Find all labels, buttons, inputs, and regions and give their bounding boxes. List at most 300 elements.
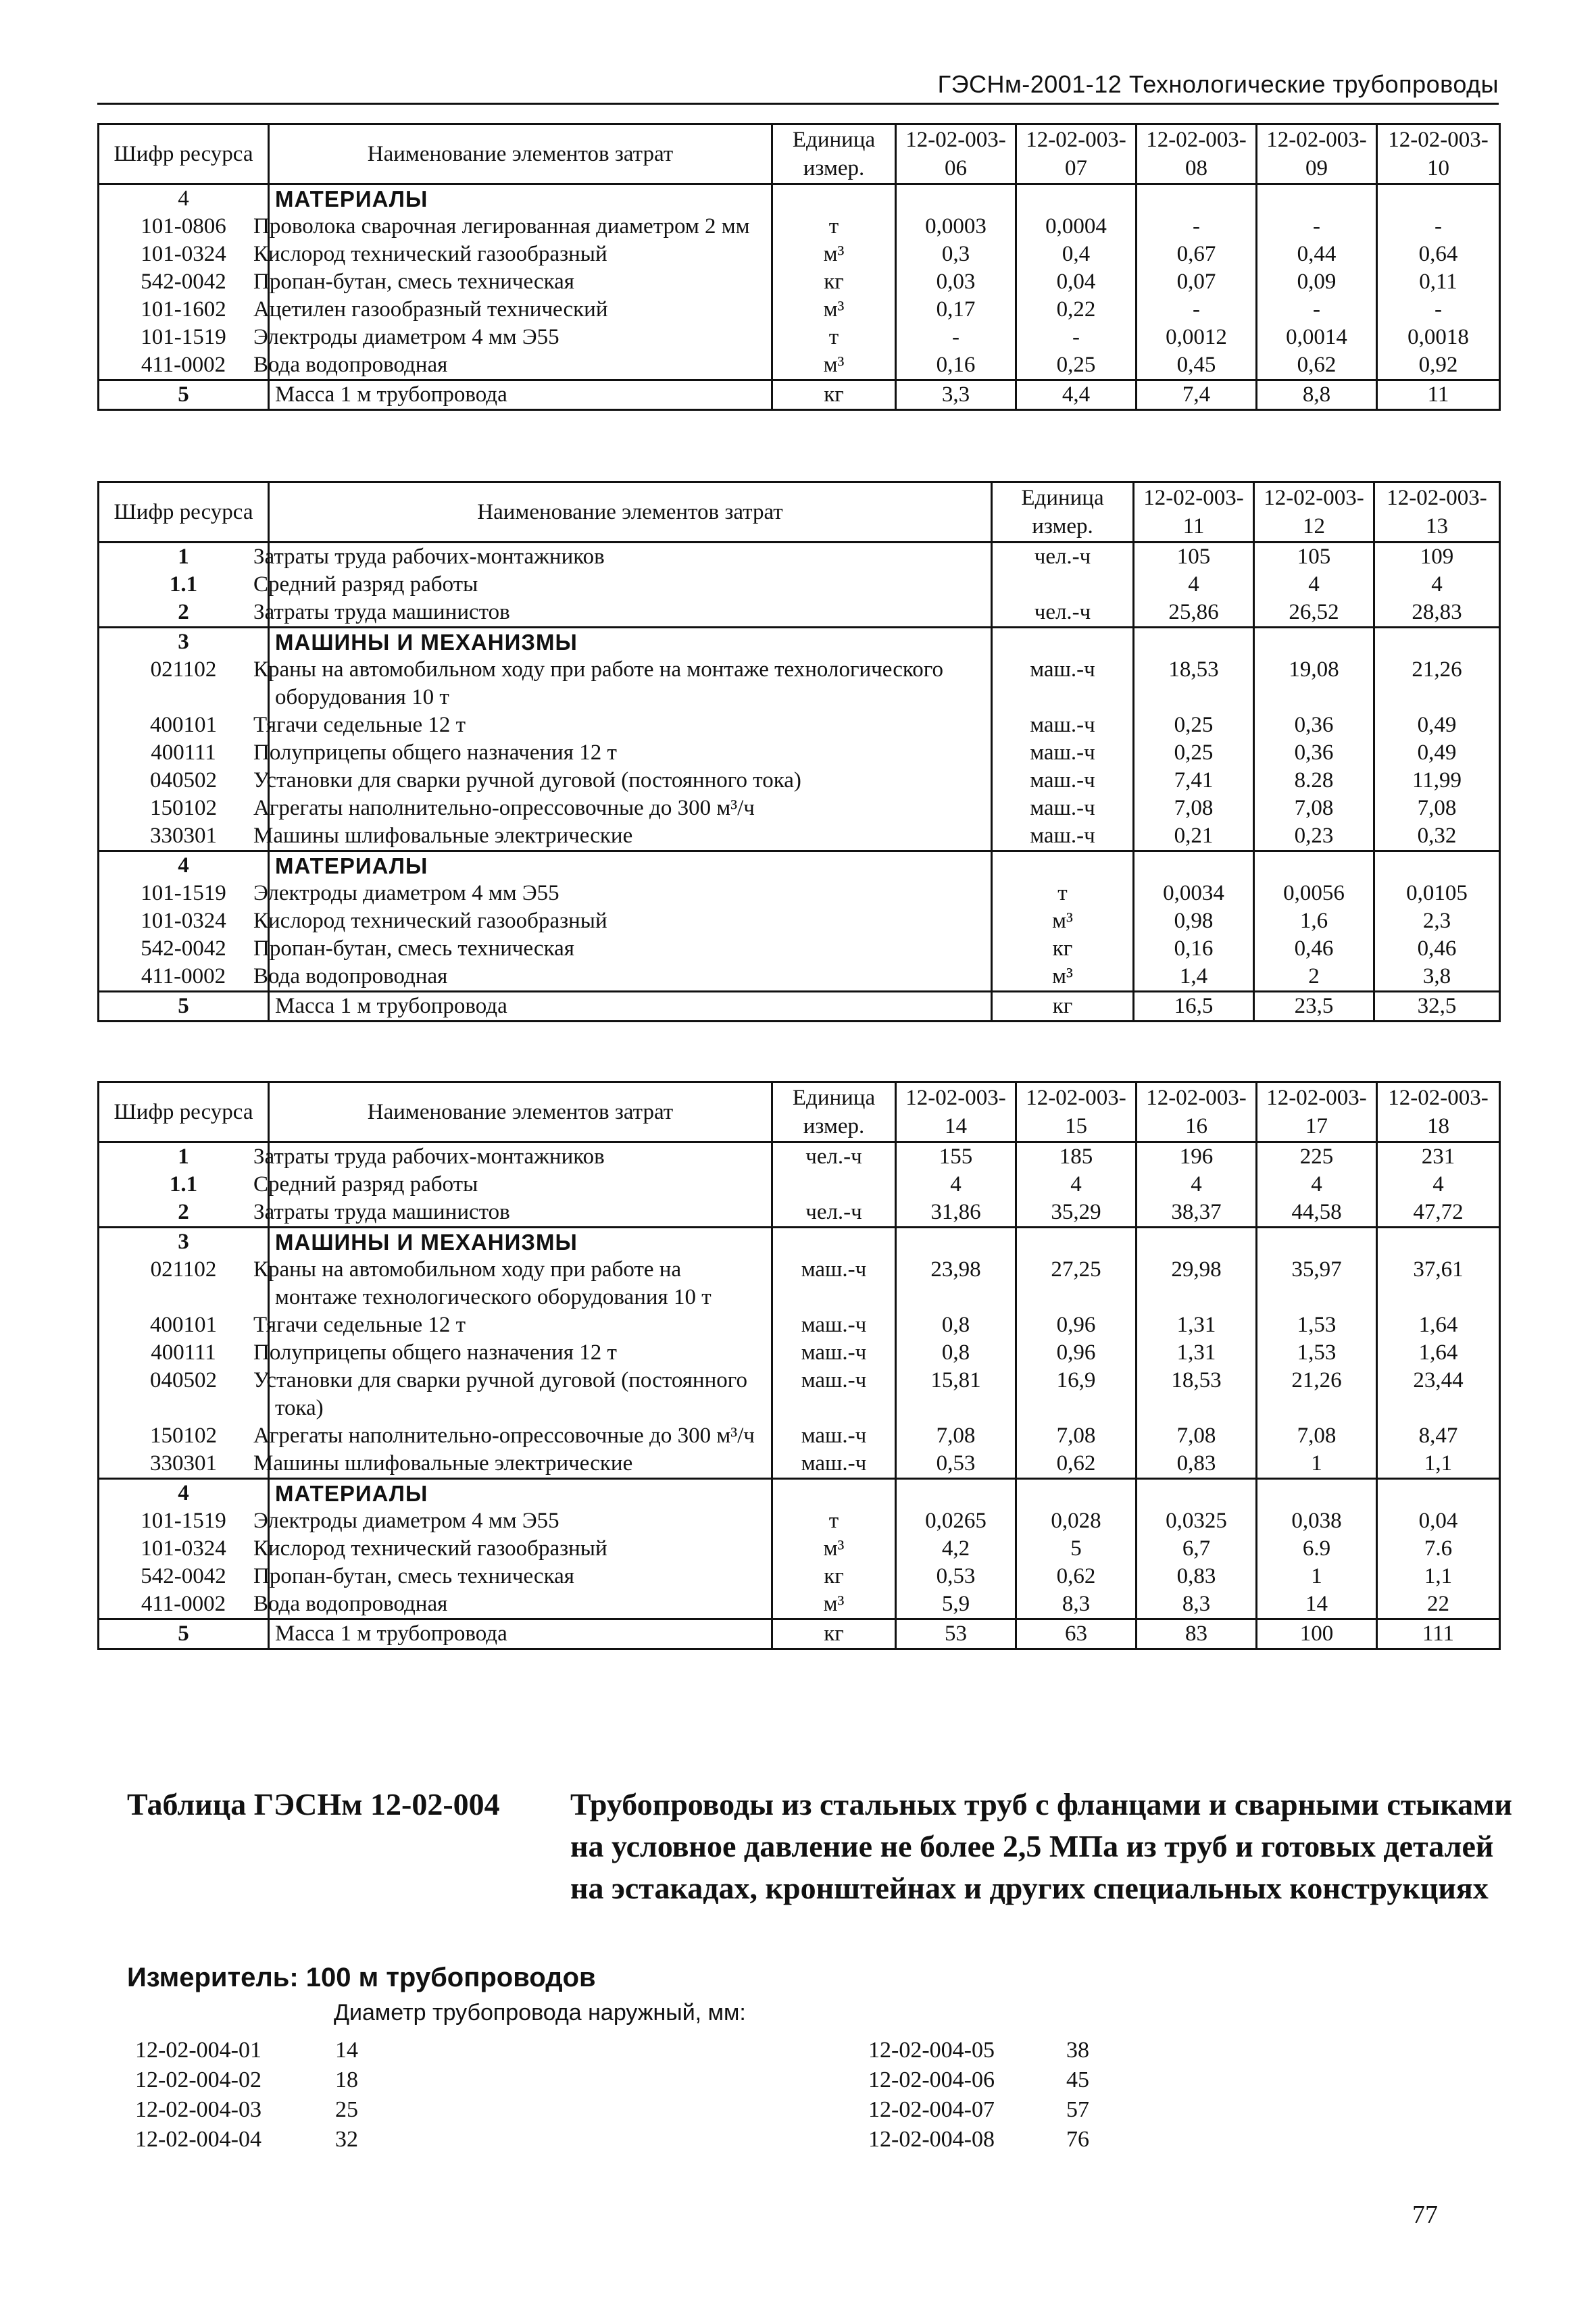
header-col: 12-02-003-12 xyxy=(1254,482,1374,543)
value-cell: 1,53 xyxy=(1257,1311,1377,1339)
table-row xyxy=(99,1535,1500,1563)
value-cell: 8.28 xyxy=(1254,767,1374,795)
value-cell: 0,92 xyxy=(1377,351,1500,380)
value-cell: 8,3 xyxy=(1016,1590,1137,1619)
value-cell: - xyxy=(1016,324,1137,351)
table-row xyxy=(99,1507,1500,1535)
value-cell: 4 xyxy=(896,1171,1016,1199)
code-cell: 5 xyxy=(99,992,269,1022)
value-cell: 6.9 xyxy=(1257,1535,1377,1563)
unit-cell: м³ xyxy=(772,296,896,324)
unit-cell: маш.-ч xyxy=(992,767,1134,795)
value-cell: 1,31 xyxy=(1137,1339,1257,1367)
resource-table-2 xyxy=(97,481,1501,1022)
value-cell: 8,47 xyxy=(1377,1422,1500,1450)
value-cell: 25,86 xyxy=(1134,599,1254,628)
code-item: 12-02-004-03 xyxy=(135,2097,261,2122)
name-cell: Полуприцепы общего назначения 12 т xyxy=(269,739,992,767)
value-cell: 0,8 xyxy=(896,1339,1016,1367)
value-cell: 16,9 xyxy=(1016,1367,1137,1422)
code-cell: 542-0042 xyxy=(99,268,269,296)
unit-cell: кг xyxy=(772,1563,896,1590)
value-cell: - xyxy=(1137,213,1257,241)
unit-cell: м³ xyxy=(772,241,896,268)
resource-table-3 xyxy=(97,1081,1501,1650)
name-cell: Затраты труда рабочих-монтажников xyxy=(269,543,992,572)
value-cell: 0,96 xyxy=(1016,1311,1137,1339)
value-cell: 231 xyxy=(1377,1142,1500,1172)
name-cell: Электроды диаметром 4 мм Э55 xyxy=(269,880,992,907)
value-cell: 16,5 xyxy=(1134,992,1254,1022)
header-col: 12-02-003-08 xyxy=(1137,124,1257,184)
value-cell: 0,36 xyxy=(1254,711,1374,739)
value-cell: 0,0018 xyxy=(1377,324,1500,351)
unit-cell: т xyxy=(992,880,1134,907)
value-cell: 0,07 xyxy=(1137,268,1257,296)
value-cell: 15,81 xyxy=(896,1367,1016,1422)
code-cell: 4 xyxy=(99,184,269,213)
value-cell: 23,5 xyxy=(1254,992,1374,1022)
unit-cell: маш.-ч xyxy=(772,1422,896,1450)
value-cell: 0,4 xyxy=(1016,241,1137,268)
code-value: 38 xyxy=(1066,2038,1089,2063)
value-cell: 109 xyxy=(1374,543,1500,572)
table-row xyxy=(99,1339,1500,1367)
table-header xyxy=(99,482,1500,543)
name-cell: Масса 1 м трубопровода xyxy=(269,380,772,410)
value-cell: 1,31 xyxy=(1137,1311,1257,1339)
name-cell: Электроды диаметром 4 мм Э55 xyxy=(269,324,772,351)
value-cell: 0,22 xyxy=(1016,296,1137,324)
code-value: 45 xyxy=(1066,2067,1089,2092)
table-row xyxy=(99,656,1500,711)
code-cell: 101-0324 xyxy=(99,907,269,935)
code-cell: 5 xyxy=(99,380,269,410)
name-cell: Вода водопроводная xyxy=(269,351,772,380)
value-cell: 0,04 xyxy=(1016,268,1137,296)
code-item: 12-02-004-01 xyxy=(135,2038,261,2063)
header-col: 12-02-003-14 xyxy=(896,1082,1016,1142)
value-cell: 11,99 xyxy=(1374,767,1500,795)
section-row xyxy=(99,184,1500,213)
value-cell: 1,1 xyxy=(1377,1563,1500,1590)
value-cell: 0,25 xyxy=(1134,739,1254,767)
unit-cell: кг xyxy=(992,992,1134,1022)
value-cell: 7,4 xyxy=(1137,380,1257,410)
value-cell: 35,29 xyxy=(1016,1199,1137,1228)
code-cell: 101-0324 xyxy=(99,1535,269,1563)
value-cell: 5,9 xyxy=(896,1590,1016,1619)
unit-cell: т xyxy=(772,324,896,351)
mass-row xyxy=(99,992,1500,1022)
code-cell: 101-0324 xyxy=(99,241,269,268)
value-cell: 4 xyxy=(1016,1171,1137,1199)
table-row xyxy=(99,1171,1500,1199)
value-cell: 4 xyxy=(1134,571,1254,599)
code-cell: 1.1 xyxy=(99,571,269,599)
value-cell: 0,49 xyxy=(1374,711,1500,739)
value-cell: 0,83 xyxy=(1137,1563,1257,1590)
section-row xyxy=(99,851,1500,880)
table-row xyxy=(99,1590,1500,1619)
name-cell: Тягачи седельные 12 т xyxy=(269,711,992,739)
code-cell: 021102 xyxy=(99,656,269,711)
code-cell: 3 xyxy=(99,628,269,657)
code-cell: 4 xyxy=(99,1479,269,1508)
value-cell: 105 xyxy=(1134,543,1254,572)
page-header xyxy=(97,68,1499,105)
value-cell: 63 xyxy=(1016,1619,1137,1649)
unit-cell: маш.-ч xyxy=(772,1450,896,1479)
code-item: 12-02-004-04 xyxy=(135,2127,261,2152)
value-cell: 1,64 xyxy=(1377,1311,1500,1339)
header-code: Шифр ресурса xyxy=(99,124,269,184)
code-value: 25 xyxy=(335,2097,358,2122)
name-cell: Средний разряд работы xyxy=(269,1171,772,1199)
table-row xyxy=(99,351,1500,380)
value-cell: 1,6 xyxy=(1254,907,1374,935)
value-cell: 4 xyxy=(1254,571,1374,599)
value-cell: 32,5 xyxy=(1374,992,1500,1022)
unit-cell: м³ xyxy=(992,963,1134,992)
table-row xyxy=(99,1367,1500,1422)
value-cell: 155 xyxy=(896,1142,1016,1172)
meter-label: Измеритель: 100 м трубопроводов xyxy=(127,1963,596,1992)
table-title-label: Таблица ГЭСНм 12-02-004 xyxy=(127,1787,500,1821)
value-cell: 21,26 xyxy=(1374,656,1500,711)
code-cell: 330301 xyxy=(99,1450,269,1479)
header-name: Наименование элементов затрат xyxy=(269,124,772,184)
table-row xyxy=(99,1450,1500,1479)
value-cell: 29,98 xyxy=(1137,1256,1257,1311)
header-col: 12-02-003-16 xyxy=(1137,1082,1257,1142)
header-unit: Единица измер. xyxy=(772,1082,896,1142)
value-cell: 35,97 xyxy=(1257,1256,1377,1311)
value-cell: 0,67 xyxy=(1137,241,1257,268)
code-cell: 1 xyxy=(99,1142,269,1172)
value-cell: 37,61 xyxy=(1377,1256,1500,1311)
value-cell: 8,3 xyxy=(1137,1590,1257,1619)
value-cell: 0,83 xyxy=(1137,1450,1257,1479)
code-item: 12-02-004-08 xyxy=(868,2127,995,2152)
code-cell: 150102 xyxy=(99,795,269,822)
value-cell: 0,0003 xyxy=(896,213,1016,241)
value-cell: 0,0056 xyxy=(1254,880,1374,907)
code-item: 12-02-004-06 xyxy=(868,2067,995,2092)
table-row xyxy=(99,907,1500,935)
value-cell: 23,44 xyxy=(1377,1367,1500,1422)
code-cell: 040502 xyxy=(99,767,269,795)
unit-cell: маш.-ч xyxy=(992,795,1134,822)
value-cell: 1,64 xyxy=(1377,1339,1500,1367)
value-cell: 7,08 xyxy=(1257,1422,1377,1450)
table-row xyxy=(99,739,1500,767)
code-cell: 101-1602 xyxy=(99,296,269,324)
header-col: 12-02-003-15 xyxy=(1016,1082,1137,1142)
value-cell: 7,08 xyxy=(896,1422,1016,1450)
unit-cell: маш.-ч xyxy=(772,1339,896,1367)
table-row xyxy=(99,543,1500,572)
value-cell: 0,16 xyxy=(1134,935,1254,963)
code-cell: 400111 xyxy=(99,739,269,767)
value-cell: 4 xyxy=(1377,1171,1500,1199)
unit-cell xyxy=(992,571,1134,599)
unit-cell: м³ xyxy=(772,1535,896,1563)
code-cell: 2 xyxy=(99,1199,269,1228)
header-unit: Единица измер. xyxy=(772,124,896,184)
code-cell: 411-0002 xyxy=(99,1590,269,1619)
unit-cell: маш.-ч xyxy=(772,1367,896,1422)
value-cell: 38,37 xyxy=(1137,1199,1257,1228)
page-number: 77 xyxy=(1412,2200,1438,2229)
name-cell: Тягачи седельные 12 т xyxy=(269,1311,772,1339)
value-cell: 18,53 xyxy=(1134,656,1254,711)
header-col: 12-02-003-06 xyxy=(896,124,1016,184)
unit-cell: кг xyxy=(992,935,1134,963)
value-cell: 23,98 xyxy=(896,1256,1016,1311)
value-cell: 0,36 xyxy=(1254,739,1374,767)
header-col: 12-02-003-11 xyxy=(1134,482,1254,543)
value-cell: 0,0034 xyxy=(1134,880,1254,907)
unit-cell: м³ xyxy=(772,1590,896,1619)
header-col: 12-02-003-07 xyxy=(1016,124,1137,184)
table-row xyxy=(99,822,1500,851)
value-cell: 1,1 xyxy=(1377,1450,1500,1479)
name-cell: Ацетилен газообразный технический xyxy=(269,296,772,324)
value-cell: 0,64 xyxy=(1377,241,1500,268)
header-code: Шифр ресурса xyxy=(99,482,269,543)
unit-cell: маш.-ч xyxy=(772,1311,896,1339)
value-cell: 0,03 xyxy=(896,268,1016,296)
value-cell: 1 xyxy=(1257,1563,1377,1590)
code-cell: 400101 xyxy=(99,711,269,739)
value-cell: 7,08 xyxy=(1134,795,1254,822)
value-cell: 0,0004 xyxy=(1016,213,1137,241)
table-row xyxy=(99,1563,1500,1590)
header-col: 12-02-003-13 xyxy=(1374,482,1500,543)
unit-cell: маш.-ч xyxy=(992,739,1134,767)
value-cell: 0,21 xyxy=(1134,822,1254,851)
code-cell: 1 xyxy=(99,543,269,572)
unit-cell xyxy=(772,1171,896,1199)
code-cell: 5 xyxy=(99,1619,269,1649)
value-cell: 196 xyxy=(1137,1142,1257,1172)
value-cell: - xyxy=(1257,213,1377,241)
code-item: 12-02-004-05 xyxy=(868,2038,995,2063)
table-row xyxy=(99,296,1500,324)
value-cell: 0,17 xyxy=(896,296,1016,324)
value-cell: 0,62 xyxy=(1016,1450,1137,1479)
value-cell: 31,86 xyxy=(896,1199,1016,1228)
value-cell: - xyxy=(1137,296,1257,324)
value-cell: - xyxy=(1257,296,1377,324)
value-cell: 0,0105 xyxy=(1374,880,1500,907)
value-cell: 19,08 xyxy=(1254,656,1374,711)
name-cell: Установки для сварки ручной дуговой (постоянного тока) xyxy=(269,1367,772,1422)
unit-cell: т xyxy=(772,1507,896,1535)
code-cell: 101-1519 xyxy=(99,1507,269,1535)
code-cell: 400101 xyxy=(99,1311,269,1339)
code-cell: 400111 xyxy=(99,1339,269,1367)
code-cell: 101-1519 xyxy=(99,324,269,351)
value-cell: 0,45 xyxy=(1137,351,1257,380)
table-row xyxy=(99,268,1500,296)
name-cell: Пропан-бутан, смесь техническая xyxy=(269,935,992,963)
name-cell: Затраты труда рабочих-монтажников xyxy=(269,1142,772,1172)
value-cell: - xyxy=(1377,296,1500,324)
code-cell: 542-0042 xyxy=(99,1563,269,1590)
name-cell: Затраты труда машинистов xyxy=(269,599,992,628)
value-cell: 0,98 xyxy=(1134,907,1254,935)
value-cell: 7,08 xyxy=(1254,795,1374,822)
table-row xyxy=(99,767,1500,795)
code-cell: 101-0806 xyxy=(99,213,269,241)
value-cell: 0,44 xyxy=(1257,241,1377,268)
table-row xyxy=(99,213,1500,241)
name-cell: Проволока сварочная легированная диаметром 2 мм xyxy=(269,213,772,241)
unit-cell: м³ xyxy=(992,907,1134,935)
section-row xyxy=(99,1479,1500,1508)
value-cell: 1,53 xyxy=(1257,1339,1377,1367)
value-cell: 225 xyxy=(1257,1142,1377,1172)
table-row xyxy=(99,599,1500,628)
value-cell: 111 xyxy=(1377,1619,1500,1649)
name-cell: Полуприцепы общего назначения 12 т xyxy=(269,1339,772,1367)
value-cell: 22 xyxy=(1377,1590,1500,1619)
diameter-label: Диаметр трубопровода наружный, мм: xyxy=(334,2000,746,2026)
value-cell: 0,16 xyxy=(896,351,1016,380)
code-cell: 3 xyxy=(99,1228,269,1257)
value-cell: 0,8 xyxy=(896,1311,1016,1339)
mass-row xyxy=(99,1619,1500,1649)
name-cell: Пропан-бутан, смесь техническая xyxy=(269,1563,772,1590)
value-cell: 185 xyxy=(1016,1142,1137,1172)
value-cell: 0,04 xyxy=(1377,1507,1500,1535)
unit-cell: маш.-ч xyxy=(992,711,1134,739)
table-row xyxy=(99,1311,1500,1339)
unit-cell: кг xyxy=(772,380,896,410)
section-title: МАТЕРИАЛЫ xyxy=(269,1479,772,1508)
code-cell: 040502 xyxy=(99,1367,269,1422)
code-value: 32 xyxy=(335,2127,358,2152)
value-cell: 21,26 xyxy=(1257,1367,1377,1422)
table-row xyxy=(99,1142,1500,1172)
code-cell: 021102 xyxy=(99,1256,269,1311)
name-cell: Агрегаты наполнительно-опрессовочные до 300 м³/ч xyxy=(269,1422,772,1450)
value-cell: 8,8 xyxy=(1257,380,1377,410)
table-row xyxy=(99,1422,1500,1450)
header-name: Наименование элементов затрат xyxy=(269,482,992,543)
value-cell: 28,83 xyxy=(1374,599,1500,628)
code-cell: 2 xyxy=(99,599,269,628)
value-cell: 105 xyxy=(1254,543,1374,572)
code-cell: 1.1 xyxy=(99,1171,269,1199)
table-header xyxy=(99,1082,1500,1142)
value-cell: 0,46 xyxy=(1254,935,1374,963)
value-cell: 44,58 xyxy=(1257,1199,1377,1228)
value-cell: 4 xyxy=(1137,1171,1257,1199)
table-title-text: Трубопроводы из стальных труб с фланцами и сварными стыками на условное давление не более 2,5 МПа из труб и готовых деталей на эстакадах, кронштейнах и других специальных конструкциях xyxy=(570,1787,1512,1905)
value-cell: 5 xyxy=(1016,1535,1137,1563)
value-cell: 53 xyxy=(896,1619,1016,1649)
name-cell: Машины шлифовальные электрические xyxy=(269,822,992,851)
table-row xyxy=(99,795,1500,822)
value-cell: 3,8 xyxy=(1374,963,1500,992)
value-cell: 14 xyxy=(1257,1590,1377,1619)
value-cell: 0,3 xyxy=(896,241,1016,268)
value-cell: - xyxy=(1377,213,1500,241)
value-cell: 0,23 xyxy=(1254,822,1374,851)
value-cell: 0,11 xyxy=(1377,268,1500,296)
unit-cell: м³ xyxy=(772,351,896,380)
value-cell: 0,62 xyxy=(1016,1563,1137,1590)
table-row xyxy=(99,963,1500,992)
value-cell: 0,53 xyxy=(896,1563,1016,1590)
value-cell: 0,53 xyxy=(896,1450,1016,1479)
value-cell: 47,72 xyxy=(1377,1199,1500,1228)
unit-cell: чел.-ч xyxy=(772,1142,896,1172)
value-cell: 0,96 xyxy=(1016,1339,1137,1367)
table-row xyxy=(99,324,1500,351)
unit-cell: чел.-ч xyxy=(992,543,1134,572)
value-cell: 0,46 xyxy=(1374,935,1500,963)
value-cell: 0,0012 xyxy=(1137,324,1257,351)
name-cell: Электроды диаметром 4 мм Э55 xyxy=(269,1507,772,1535)
table-row xyxy=(99,571,1500,599)
name-cell: Вода водопроводная xyxy=(269,1590,772,1619)
section-title: МАШИНЫ И МЕХАНИЗМЫ xyxy=(269,1228,772,1257)
name-cell: Вода водопроводная xyxy=(269,963,992,992)
value-cell: 0,0014 xyxy=(1257,324,1377,351)
name-cell: Машины шлифовальные электрические xyxy=(269,1450,772,1479)
unit-cell: т xyxy=(772,213,896,241)
value-cell: 0,09 xyxy=(1257,268,1377,296)
value-cell: 0,0265 xyxy=(896,1507,1016,1535)
table-row xyxy=(99,1256,1500,1311)
value-cell: 27,25 xyxy=(1016,1256,1137,1311)
code-cell: 101-1519 xyxy=(99,880,269,907)
header-title: ГЭСНм-2001-12 Технологические трубопроводы xyxy=(937,70,1499,98)
unit-cell: маш.-ч xyxy=(992,656,1134,711)
value-cell: 18,53 xyxy=(1137,1367,1257,1422)
header-col: 12-02-003-18 xyxy=(1377,1082,1500,1142)
table-row xyxy=(99,241,1500,268)
value-cell: 6,7 xyxy=(1137,1535,1257,1563)
header-code: Шифр ресурса xyxy=(99,1082,269,1142)
name-cell: Краны на автомобильном ходу при работе на монтаже технологического оборудования 10 т xyxy=(269,1256,772,1311)
value-cell: 100 xyxy=(1257,1619,1377,1649)
section-title: МАТЕРИАЛЫ xyxy=(269,184,772,213)
value-cell: 2 xyxy=(1254,963,1374,992)
value-cell: 7.6 xyxy=(1377,1535,1500,1563)
code-cell: 542-0042 xyxy=(99,935,269,963)
name-cell: Кислород технический газообразный xyxy=(269,1535,772,1563)
header-unit: Единица измер. xyxy=(992,482,1134,543)
name-cell: Масса 1 м трубопровода xyxy=(269,1619,772,1649)
header-name: Наименование элементов затрат xyxy=(269,1082,772,1142)
unit-cell: кг xyxy=(772,268,896,296)
unit-cell: маш.-ч xyxy=(772,1256,896,1311)
header-col: 12-02-003-09 xyxy=(1257,124,1377,184)
value-cell: 7,08 xyxy=(1374,795,1500,822)
value-cell: 11 xyxy=(1377,380,1500,410)
name-cell: Масса 1 м трубопровода xyxy=(269,992,992,1022)
value-cell: 4,2 xyxy=(896,1535,1016,1563)
code-cell: 330301 xyxy=(99,822,269,851)
name-cell: Средний разряд работы xyxy=(269,571,992,599)
value-cell: 7,08 xyxy=(1016,1422,1137,1450)
name-cell: Агрегаты наполнительно-опрессовочные до 300 м³/ч xyxy=(269,795,992,822)
